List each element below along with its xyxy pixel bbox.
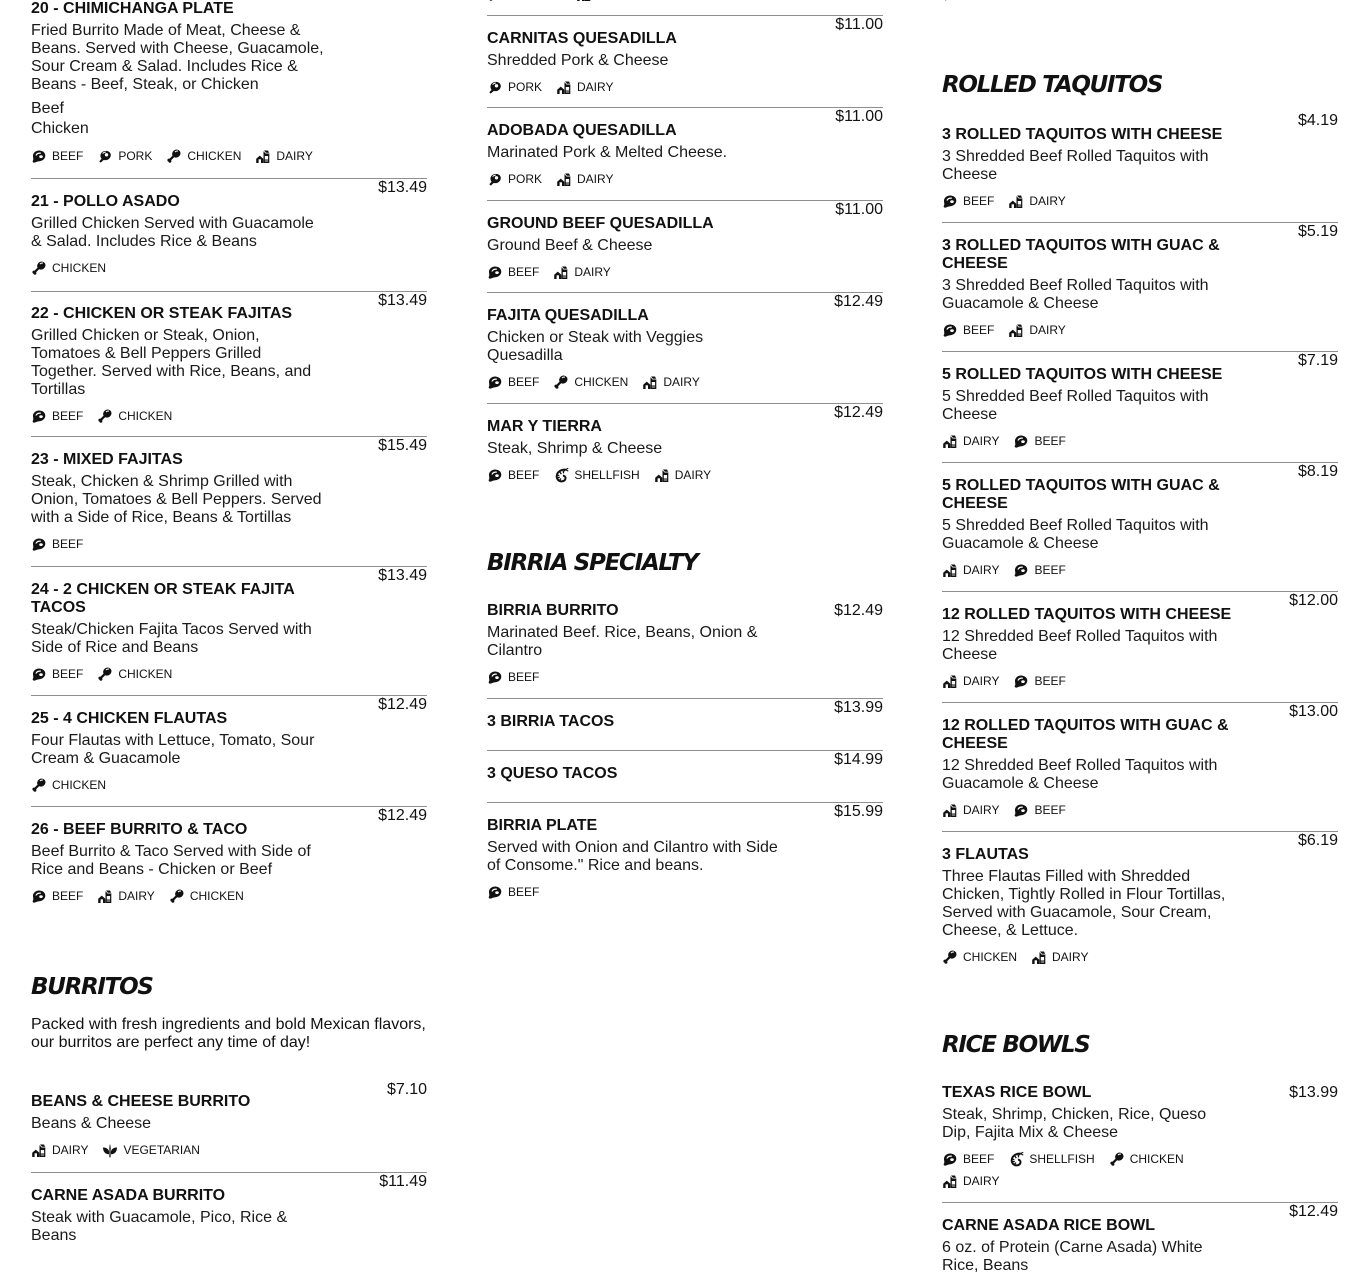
tag-label: SHELLFISH bbox=[1029, 1152, 1095, 1166]
ham-icon bbox=[942, 0, 963, 2]
menu-item[interactable] bbox=[487, 107, 883, 200]
tag-shellfish bbox=[1008, 1148, 1094, 1170]
menu-item[interactable] bbox=[942, 462, 1338, 591]
item-option: Beef bbox=[31, 100, 64, 117]
tag-chicken bbox=[169, 885, 244, 907]
tag-vegetarian bbox=[102, 1139, 199, 1161]
tag-pork bbox=[487, 168, 542, 190]
dietary-tags bbox=[487, 0, 787, 5]
section-description: Packed with fresh ingredients and bold Mexican flavors, our burritos are perfect any time of day! bbox=[31, 1016, 426, 1051]
item-price: $15.99 bbox=[834, 803, 883, 820]
tag-label: BEEF bbox=[963, 323, 995, 337]
tag-label: DAIRY bbox=[52, 1143, 89, 1157]
dietary-tags bbox=[487, 666, 787, 688]
ham-icon bbox=[487, 171, 508, 187]
item-price: $12.49 bbox=[834, 293, 883, 310]
item-price: $7.19 bbox=[1297, 352, 1338, 369]
menu-column-3 bbox=[942, 0, 1338, 1275]
dietary-tags bbox=[942, 670, 1242, 692]
item-name: 12 ROLLED TAQUITOS WITH GUAC & CHEESE bbox=[942, 717, 1229, 752]
tag-beef bbox=[942, 190, 994, 212]
tag-label: DAIRY bbox=[963, 1174, 1000, 1188]
milk-carton-icon bbox=[576, 0, 597, 2]
tag-dairy bbox=[553, 261, 610, 283]
item-description: 12 Shredded Beef Rolled Taquitos with Guacamole & Cheese bbox=[942, 757, 1218, 792]
tag-beef bbox=[1013, 430, 1065, 452]
steak-icon bbox=[487, 467, 508, 483]
steak-icon bbox=[1013, 802, 1034, 818]
menu-item[interactable] bbox=[31, 806, 427, 907]
menu-item[interactable] bbox=[31, 695, 427, 806]
tag-beef bbox=[487, 464, 539, 486]
item-description: Grilled Chicken Served with Guacamole & Salad. Includes Rice & Beans bbox=[31, 215, 314, 250]
dietary-tags bbox=[31, 1139, 331, 1161]
steak-icon bbox=[31, 888, 52, 904]
item-name: 3 FLAUTAS bbox=[942, 846, 1029, 863]
tag-beef bbox=[31, 885, 83, 907]
tag-label: BEEF bbox=[963, 1152, 995, 1166]
item-description: Three Flautas Filled with Shredded Chicken, Tightly Rolled in Flour Tortillas, Served with Guacamole, Sour Cream, Cheese, & Lettuce. bbox=[942, 868, 1226, 939]
section-title: BIRRIA SPECIALTY bbox=[487, 550, 698, 576]
item-name: 3 QUESO TACOS bbox=[487, 765, 618, 782]
item-name: TEXAS RICE BOWL bbox=[942, 1084, 1092, 1101]
item-name: 20 - CHIMICHANGA PLATE bbox=[31, 0, 234, 17]
tag-beef bbox=[1013, 670, 1065, 692]
item-name: 5 ROLLED TAQUITOS WITH GUAC & CHEESE bbox=[942, 477, 1220, 512]
tag-label: PORK bbox=[508, 80, 543, 94]
dietary-tags bbox=[487, 371, 787, 393]
dietary-tags bbox=[487, 168, 787, 190]
menu-item[interactable] bbox=[487, 403, 883, 486]
tag-label: CHICKEN bbox=[52, 778, 107, 792]
steak-icon bbox=[1013, 433, 1034, 449]
section-birria-specialty bbox=[487, 549, 883, 577]
section-title: RICE BOWLS bbox=[942, 1032, 1090, 1058]
dietary-tags bbox=[31, 663, 331, 685]
item-description: 5 Shredded Beef Rolled Taquitos with Guacamole & Cheese bbox=[942, 517, 1209, 552]
item-name: 5 ROLLED TAQUITOS WITH CHEESE bbox=[942, 366, 1223, 383]
item-name: CARNE ASADA RICE BOWL bbox=[942, 1217, 1156, 1234]
steak-icon bbox=[942, 193, 963, 209]
item-price: $8.19 bbox=[1297, 463, 1338, 480]
tag-label: CHICKEN bbox=[52, 261, 107, 275]
tag-dairy bbox=[654, 464, 711, 486]
steak-icon bbox=[31, 536, 52, 552]
item-name: BIRRIA BURRITO bbox=[487, 602, 619, 619]
item-name: CARNE ASADA BURRITO bbox=[31, 1187, 226, 1204]
milk-carton-icon bbox=[654, 467, 675, 483]
menu-item[interactable] bbox=[31, 1081, 427, 1172]
steak-icon bbox=[31, 408, 52, 424]
tag-chicken bbox=[31, 257, 106, 279]
tag-dairy bbox=[31, 1139, 88, 1161]
item-price: $13.99 bbox=[834, 699, 883, 716]
steak-icon bbox=[487, 669, 508, 685]
tag-dairy bbox=[255, 145, 312, 167]
tag-pork bbox=[487, 76, 542, 98]
shrimp-icon bbox=[1008, 1151, 1029, 1167]
dietary-tags bbox=[942, 319, 1242, 341]
tag-dairy bbox=[942, 799, 999, 821]
item-name: MAR Y TIERRA bbox=[487, 418, 602, 435]
item-description: Served with Onion and Cilantro with Side of Consome." Rice and beans. bbox=[487, 839, 778, 874]
milk-carton-icon bbox=[942, 673, 963, 689]
item-price: $12.00 bbox=[1289, 592, 1338, 609]
tag-dairy bbox=[1008, 319, 1065, 341]
item-description: 12 Shredded Beef Rolled Taquitos with Cheese bbox=[942, 628, 1218, 663]
item-price: $13.00 bbox=[1289, 703, 1338, 720]
drumstick-icon bbox=[31, 260, 52, 276]
item-description: 3 Shredded Beef Rolled Taquitos with Cheese bbox=[942, 148, 1209, 183]
item-description: Marinated Beef. Rice, Beans, Onion & Cilantro bbox=[487, 624, 758, 659]
tag-dairy bbox=[1031, 946, 1088, 968]
ham-icon bbox=[97, 148, 118, 164]
dietary-tags bbox=[942, 190, 1242, 212]
item-name: 3 ROLLED TAQUITOS WITH CHEESE bbox=[942, 126, 1223, 143]
tag-chicken bbox=[1109, 1148, 1184, 1170]
tag-beef bbox=[31, 663, 83, 685]
tag-dairy bbox=[97, 885, 154, 907]
dietary-tags bbox=[487, 261, 787, 283]
tag-label: BEEF bbox=[52, 537, 84, 551]
milk-carton-icon bbox=[556, 79, 577, 95]
dietary-tags bbox=[31, 885, 331, 907]
dietary-tags bbox=[942, 799, 1242, 821]
tag-label bbox=[508, 0, 562, 5]
tag-label: CHICKEN bbox=[963, 950, 1018, 964]
tag-label: BEEF bbox=[1034, 674, 1066, 688]
tag-label: DAIRY bbox=[963, 563, 1000, 577]
menu-item[interactable] bbox=[942, 0, 1338, 5]
item-price: $11.00 bbox=[835, 201, 883, 218]
item-description: Steak, Chicken & Shrimp Grilled with Onion, Tomatoes & Bell Peppers. Served with a Side of Rice, Beans & Tortillas bbox=[31, 473, 322, 526]
tag-dairy bbox=[942, 430, 999, 452]
item-price: $12.49 bbox=[378, 807, 427, 824]
steak-icon bbox=[1013, 562, 1034, 578]
tag-label: BEEF bbox=[508, 670, 540, 684]
menu-item[interactable] bbox=[942, 112, 1338, 222]
item-description: Beans & Cheese bbox=[31, 1115, 152, 1132]
tag-label: BEEF bbox=[508, 468, 540, 482]
tag-label bbox=[963, 0, 997, 5]
dietary-tags bbox=[31, 257, 331, 279]
tag-label: BEEF bbox=[52, 409, 84, 423]
tag-beef bbox=[487, 666, 539, 688]
drumstick-icon bbox=[942, 949, 963, 965]
tag-label: DAIRY bbox=[1029, 323, 1066, 337]
leaf-icon bbox=[102, 1142, 123, 1158]
dietary-tags bbox=[487, 881, 787, 903]
item-description: Four Flautas with Lettuce, Tomato, Sour Cream & Guacamole bbox=[31, 732, 315, 767]
milk-carton-icon bbox=[556, 171, 577, 187]
tag-label: PORK bbox=[118, 149, 153, 163]
tag-beef bbox=[487, 261, 539, 283]
item-price: $13.99 bbox=[1289, 1084, 1338, 1101]
steak-icon bbox=[487, 884, 508, 900]
dietary-tags bbox=[942, 1148, 1242, 1192]
menu-item[interactable] bbox=[487, 802, 883, 903]
item-price: $5.19 bbox=[1297, 223, 1338, 240]
item-description: Chicken or Steak with Veggies Quesadilla bbox=[487, 329, 704, 364]
item-price: $11.49 bbox=[379, 1173, 427, 1190]
tag-label: DAIRY bbox=[577, 172, 614, 186]
tag-chicken bbox=[942, 946, 1017, 968]
tag-label: BEEF bbox=[52, 149, 84, 163]
item-price: $14.99 bbox=[834, 751, 883, 768]
tag-label: BEEF bbox=[52, 889, 84, 903]
menu-item[interactable] bbox=[942, 591, 1338, 702]
menu-item[interactable] bbox=[487, 698, 883, 750]
tag-label: DAIRY bbox=[118, 889, 155, 903]
tag-label: CHICKEN bbox=[574, 375, 629, 389]
tag-shellfish bbox=[553, 464, 639, 486]
tag-dairy bbox=[942, 1170, 999, 1192]
section-title: BURRITOS bbox=[31, 974, 153, 1000]
ham-icon bbox=[487, 79, 508, 95]
item-name: 3 ROLLED TAQUITOS WITH GUAC & CHEESE bbox=[942, 237, 1220, 272]
item-description: Marinated Pork & Melted Cheese. bbox=[487, 144, 728, 161]
milk-carton-icon bbox=[255, 148, 276, 164]
tag-dairy bbox=[576, 0, 633, 5]
menu-item[interactable] bbox=[942, 831, 1338, 968]
tag-label: DAIRY bbox=[574, 265, 611, 279]
section-rice-bowls bbox=[942, 1031, 1338, 1059]
dietary-tags bbox=[942, 559, 1242, 581]
item-name: 23 - MIXED FAJITAS bbox=[31, 451, 183, 468]
menu-column-1 bbox=[31, 0, 427, 1245]
item-description: Steak, Shrimp, Chicken, Rice, Queso Dip, Fajita Mix & Cheese bbox=[942, 1106, 1207, 1141]
tag-label: BEEF bbox=[963, 194, 995, 208]
tag-label: DAIRY bbox=[1052, 950, 1089, 964]
menu-item[interactable] bbox=[31, 178, 427, 291]
tag-label: BEEF bbox=[508, 375, 540, 389]
item-description: Fried Burrito Made of Meat, Cheese & Beans. Served with Cheese, Guacamole, Sour Cream & Salad. Includes Rice & Beans - Beef, Steak, or Chicken bbox=[31, 22, 324, 93]
item-price: $7.10 bbox=[386, 1081, 427, 1098]
item-price: $12.49 bbox=[834, 602, 883, 619]
item-price: $12.49 bbox=[834, 404, 883, 421]
dietary-tags bbox=[487, 464, 787, 486]
item-price: $11.00 bbox=[835, 108, 883, 125]
tag-beef bbox=[942, 319, 994, 341]
item-name: 22 - CHICKEN OR STEAK FAJITAS bbox=[31, 305, 293, 322]
tag-label: CHICKEN bbox=[118, 409, 173, 423]
dietary-tags bbox=[31, 774, 331, 796]
section-rolled-taquitos bbox=[942, 71, 1338, 99]
tag-beef bbox=[487, 881, 539, 903]
item-price: $4.19 bbox=[1297, 112, 1338, 129]
menu-item[interactable] bbox=[487, 0, 883, 15]
item-description: Steak, Shrimp & Cheese bbox=[487, 440, 663, 457]
tag-label: BEEF bbox=[1034, 434, 1066, 448]
tag-label: DAIRY bbox=[663, 375, 700, 389]
milk-carton-icon bbox=[1008, 322, 1029, 338]
steak-icon bbox=[942, 322, 963, 338]
milk-carton-icon bbox=[942, 1173, 963, 1189]
item-name: BIRRIA PLATE bbox=[487, 817, 598, 834]
item-price: $13.49 bbox=[378, 567, 427, 584]
tag-chicken bbox=[31, 774, 106, 796]
item-description: 3 Shredded Beef Rolled Taquitos with Guacamole & Cheese bbox=[942, 277, 1209, 312]
tag-label: CHICKEN bbox=[187, 149, 242, 163]
milk-carton-icon bbox=[1008, 193, 1029, 209]
milk-carton-icon bbox=[942, 433, 963, 449]
tag-label: BEEF bbox=[508, 265, 540, 279]
tag-beef bbox=[31, 405, 83, 427]
dietary-tags bbox=[31, 145, 331, 167]
drumstick-icon bbox=[166, 148, 187, 164]
menu-item[interactable] bbox=[487, 15, 883, 107]
menu-item[interactable] bbox=[487, 750, 883, 802]
item-name: GROUND BEEF QUESADILLA bbox=[487, 215, 714, 232]
item-name: BEANS & CHEESE BURRITO bbox=[31, 1093, 251, 1110]
item-name: 12 ROLLED TAQUITOS WITH CHEESE bbox=[942, 606, 1232, 623]
item-description: Steak/Chicken Fajita Tacos Served with Side of Rice and Beans bbox=[31, 621, 312, 656]
tag-dairy bbox=[942, 559, 999, 581]
drumstick-icon bbox=[553, 374, 574, 390]
tag-beef bbox=[1013, 799, 1065, 821]
menu-item[interactable] bbox=[487, 200, 883, 292]
menu-item[interactable] bbox=[31, 0, 427, 178]
item-name: 24 - 2 CHICKEN OR STEAK FAJITA TACOS bbox=[31, 581, 295, 616]
item-description: 6 oz. of Protein (Carne Asada) White Rice, Beans bbox=[942, 1239, 1203, 1274]
item-name: ADOBADA QUESADILLA bbox=[487, 122, 677, 139]
tag-label: DAIRY bbox=[1029, 194, 1066, 208]
tag-chicken bbox=[166, 145, 241, 167]
tag-label: BEEF bbox=[508, 885, 540, 899]
tag-dairy bbox=[642, 371, 699, 393]
drumstick-icon bbox=[1109, 1151, 1130, 1167]
menu-item[interactable] bbox=[942, 702, 1338, 831]
tag-label: CHICKEN bbox=[189, 889, 244, 903]
item-name: CARNITAS QUESADILLA bbox=[487, 30, 677, 47]
menu-item[interactable] bbox=[487, 292, 883, 403]
tag-dairy bbox=[556, 76, 613, 98]
milk-carton-icon bbox=[553, 264, 574, 280]
item-description: 5 Shredded Beef Rolled Taquitos with Cheese bbox=[942, 388, 1209, 423]
item-price: $13.49 bbox=[378, 292, 427, 309]
milk-carton-icon bbox=[97, 888, 118, 904]
steak-icon bbox=[31, 666, 52, 682]
steak-icon bbox=[487, 264, 508, 280]
milk-carton-icon bbox=[942, 802, 963, 818]
section-burritos bbox=[31, 973, 427, 1052]
tag-label: CHICKEN bbox=[118, 667, 173, 681]
item-price: $12.49 bbox=[378, 696, 427, 713]
menu-item[interactable] bbox=[942, 351, 1338, 462]
tag-chicken bbox=[553, 371, 628, 393]
tag-chicken bbox=[97, 405, 172, 427]
menu-item[interactable] bbox=[942, 222, 1338, 351]
tag-label: DAIRY bbox=[963, 434, 1000, 448]
tag-dairy bbox=[556, 168, 613, 190]
drumstick-icon bbox=[31, 777, 52, 793]
tag-label: DAIRY bbox=[276, 149, 313, 163]
drumstick-icon bbox=[487, 0, 508, 2]
item-price: $6.19 bbox=[1297, 832, 1338, 849]
dietary-tags bbox=[942, 430, 1242, 452]
milk-carton-icon bbox=[1031, 949, 1052, 965]
tag-label: DAIRY bbox=[963, 674, 1000, 688]
menu-item[interactable] bbox=[31, 566, 427, 695]
drumstick-icon bbox=[97, 666, 118, 682]
section-title: ROLLED TAQUITOS bbox=[942, 72, 1163, 98]
tag-pork bbox=[97, 145, 152, 167]
menu-column-2 bbox=[487, 0, 883, 903]
tag-beef bbox=[487, 371, 539, 393]
tag-dairy bbox=[942, 670, 999, 692]
menu-item[interactable] bbox=[942, 1202, 1338, 1275]
item-description: Grilled Chicken or Steak, Onion, Tomatoes & Bell Peppers Grilled Together. Served with Rice, Beans, and Tortillas bbox=[31, 327, 312, 398]
item-option: Chicken bbox=[31, 120, 89, 137]
steak-icon bbox=[31, 148, 52, 164]
dietary-tags bbox=[942, 0, 1242, 5]
item-price: $13.49 bbox=[378, 179, 427, 196]
dietary-tags bbox=[487, 76, 787, 98]
tag-label: DAIRY bbox=[577, 80, 614, 94]
item-name: 21 - POLLO ASADO bbox=[31, 193, 180, 210]
tag-label: VEGETARIAN bbox=[123, 1143, 200, 1157]
tag-label: BEEF bbox=[52, 667, 84, 681]
milk-carton-icon bbox=[942, 562, 963, 578]
tag-beef bbox=[942, 1148, 994, 1170]
tag-label: PORK bbox=[508, 172, 543, 186]
item-description: Beef Burrito & Taco Served with Side of Rice and Beans - Chicken or Beef bbox=[31, 843, 311, 878]
steak-icon bbox=[1013, 673, 1034, 689]
tag-label: DAIRY bbox=[963, 803, 1000, 817]
shrimp-icon bbox=[553, 467, 574, 483]
item-price: $15.49 bbox=[378, 437, 427, 454]
menu-item[interactable] bbox=[31, 436, 427, 566]
dietary-tags bbox=[31, 533, 331, 555]
tag-beef bbox=[1013, 559, 1065, 581]
item-description: Steak with Guacamole, Pico, Rice & Beans bbox=[31, 1209, 288, 1244]
steak-icon bbox=[942, 1151, 963, 1167]
milk-carton-icon bbox=[642, 374, 663, 390]
item-name: FAJITA QUESADILLA bbox=[487, 307, 649, 324]
menu-item[interactable] bbox=[31, 291, 427, 436]
menu-item[interactable] bbox=[942, 1084, 1338, 1202]
dietary-tags bbox=[31, 405, 331, 427]
item-name: 26 - BEEF BURRITO & TACO bbox=[31, 821, 248, 838]
dietary-tags bbox=[942, 946, 1242, 968]
item-name: 3 BIRRIA TACOS bbox=[487, 713, 615, 730]
tag-beef bbox=[31, 145, 83, 167]
item-description: Ground Beef & Cheese bbox=[487, 237, 653, 254]
tag-label: BEEF bbox=[1034, 563, 1066, 577]
tag-chicken bbox=[487, 0, 562, 5]
tag-label: CHICKEN bbox=[1129, 1152, 1184, 1166]
tag-label bbox=[597, 0, 633, 5]
tag-beef bbox=[31, 533, 83, 555]
item-price: $12.49 bbox=[1289, 1203, 1338, 1220]
tag-label: SHELLFISH bbox=[574, 468, 640, 482]
item-name: 25 - 4 CHICKEN FLAUTAS bbox=[31, 710, 228, 727]
tag-pork bbox=[942, 0, 997, 5]
tag-label: BEEF bbox=[1034, 803, 1066, 817]
tag-label: DAIRY bbox=[674, 468, 712, 482]
milk-carton-icon bbox=[31, 1142, 52, 1158]
item-description: Shredded Pork & Cheese bbox=[487, 52, 669, 69]
tag-chicken bbox=[97, 663, 172, 685]
tag-dairy bbox=[1008, 190, 1065, 212]
menu-item[interactable] bbox=[487, 602, 883, 698]
drumstick-icon bbox=[97, 408, 118, 424]
steak-icon bbox=[487, 374, 508, 390]
item-price: $11.00 bbox=[835, 16, 883, 33]
drumstick-icon bbox=[169, 888, 190, 904]
menu-item[interactable] bbox=[31, 1172, 427, 1245]
